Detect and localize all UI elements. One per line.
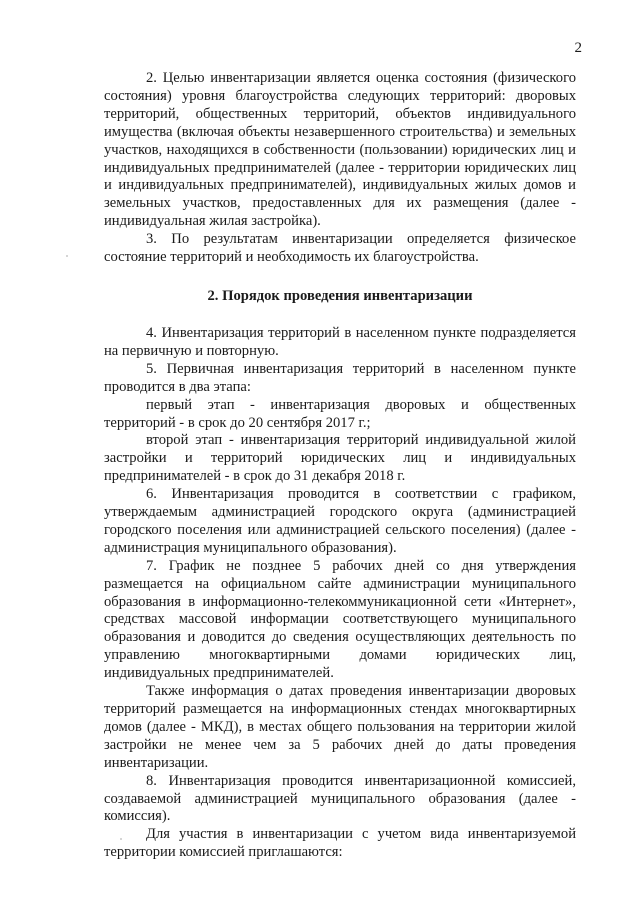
paragraph-stage-two: второй этап - инвентаризация территорий индивидуальной жилой застройки и территорий юридических лиц и индивидуальных предпринимателей - в срок до 31 декабря 2018 г. bbox=[104, 432, 576, 485]
paragraph-8-commission: 8. Инвентаризация проводится инвентаризационной комиссией, создаваемой администрацией муниципального образования (далее - комиссия). bbox=[104, 772, 576, 825]
paragraph-2-purpose: 2. Целью инвентаризации является оценка состояния (физического состояния) уровня благоустройства следующих территорий: дворовых территорий, общественных территорий, объектов индивидуального имущества (включая объекты незавершенного строительства) и земельных участков, находящихся в собственности (пользовании) юридических лиц и индивидуальных предпринимателей (далее - территории юридических лиц и индивидуальных предпринимателей), индивидуальных жилых домов и земельных участков, предоставленных для их размещения (далее - индивидуальная жилая застройка). bbox=[104, 70, 576, 230]
paragraph-stage-one: первый этап - инвентаризация дворовых и общественных территорий - в срок до 20 сентября 2017 г.; bbox=[104, 396, 576, 431]
scan-speck bbox=[120, 838, 122, 840]
paragraph-7-publication: 7. График не позднее 5 рабочих дней со дня утверждения размещается на официальном сайте администрации муниципального образования в информационно-телекоммуникационной сети «Интернет», средствах массовой информации соответствующего муниципального образования и доводится до сведения осуществляющих деятельность по управлению многоквартирными домами юридических лиц, индивидуальных предпринимателей. bbox=[104, 557, 576, 682]
page-number: 2 bbox=[574, 40, 582, 56]
paragraph-5-stages: 5. Первичная инвентаризация территорий в населенном пункте проводится в два этапа: bbox=[104, 360, 576, 395]
paragraph-6-schedule: 6. Инвентаризация проводится в соответствии с графиком, утверждаемым администрацией городского округа (администрацией городского поселения или администрацией сельского поселения) (далее - администрация муниципального образования). bbox=[104, 486, 576, 556]
paragraph-3-results: 3. По результатам инвентаризации определяется физическое состояние территорий и необходимость их благоустройства. bbox=[104, 231, 576, 266]
paragraph-4-types: 4. Инвентаризация территорий в населенном пункте подразделяется на первичную и повторную. bbox=[104, 324, 576, 359]
document-body bbox=[104, 70, 576, 862]
paragraph-stands-info: Также информация о датах проведения инвентаризации дворовых территорий размещается на информационных стендах многоквартирных домов (далее - МКД), в местах общего пользования на территории жилой застройки не менее чем за 5 рабочих дней до даты проведения инвентаризации. bbox=[104, 683, 576, 771]
section-heading: 2. Порядок проведения инвентаризации bbox=[207, 287, 473, 304]
scan-speck bbox=[66, 255, 68, 257]
paragraph-invited: Для участия в инвентаризации с учетом вида инвентаризуемой территории комиссией приглашаются: bbox=[104, 826, 576, 861]
